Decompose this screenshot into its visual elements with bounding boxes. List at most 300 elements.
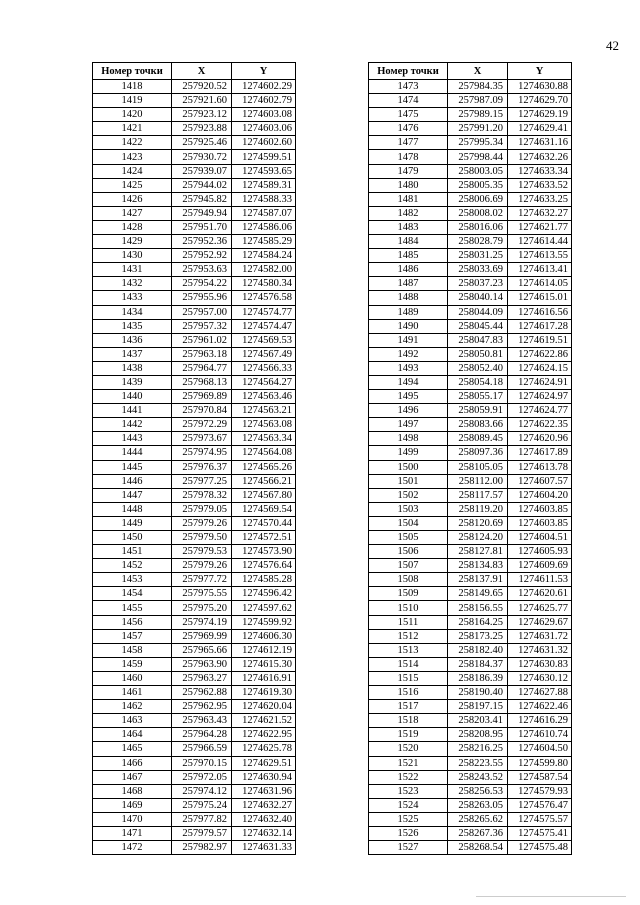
x-cell: 257972.29: [172, 418, 232, 432]
point-number-cell: 1430: [93, 249, 172, 263]
x-cell: 257920.52: [172, 80, 232, 94]
point-number-cell: 1510: [369, 601, 448, 615]
table-row: [369, 601, 572, 615]
x-cell: 257955.96: [172, 291, 232, 305]
y-cell: 1274630.94: [232, 770, 296, 784]
x-cell: 258208.95: [448, 728, 508, 742]
table-row: [369, 361, 572, 375]
point-number-cell: 1473: [369, 80, 448, 94]
x-cell: 257995.34: [448, 136, 508, 150]
point-number-cell: 1423: [93, 150, 172, 164]
x-cell: 257989.15: [448, 108, 508, 122]
x-cell: 257957.00: [172, 305, 232, 319]
x-cell: 258117.57: [448, 488, 508, 502]
table-row: [93, 573, 296, 587]
point-number-cell: 1488: [369, 291, 448, 305]
x-cell: 258033.69: [448, 263, 508, 277]
x-cell: 258186.39: [448, 671, 508, 685]
point-number-cell: 1502: [369, 488, 448, 502]
point-number-cell: 1493: [369, 361, 448, 375]
y-cell: 1274567.80: [232, 488, 296, 502]
point-number-cell: 1484: [369, 235, 448, 249]
x-cell: 257978.32: [172, 488, 232, 502]
point-number-cell: 1451: [93, 545, 172, 559]
table-row: [369, 305, 572, 319]
y-cell: 1274633.52: [508, 178, 572, 192]
table-row: [369, 347, 572, 361]
table-row: [369, 291, 572, 305]
x-cell: 257921.60: [172, 94, 232, 108]
x-cell: 257984.35: [448, 80, 508, 94]
x-cell: 257963.27: [172, 671, 232, 685]
x-cell: 258149.65: [448, 587, 508, 601]
y-cell: 1274576.64: [232, 559, 296, 573]
table-row: [369, 220, 572, 234]
y-cell: 1274622.95: [232, 728, 296, 742]
x-cell: 258089.45: [448, 432, 508, 446]
footer-rule: [476, 896, 626, 897]
y-cell: 1274630.12: [508, 671, 572, 685]
table-row: [93, 643, 296, 657]
x-cell: 257949.94: [172, 206, 232, 220]
point-number-cell: 1454: [93, 587, 172, 601]
table-row: [93, 587, 296, 601]
y-cell: 1274604.51: [508, 531, 572, 545]
point-number-cell: 1508: [369, 573, 448, 587]
table-row: [369, 728, 572, 742]
x-cell: 257957.32: [172, 319, 232, 333]
y-cell: 1274575.41: [508, 826, 572, 840]
table-row: [93, 291, 296, 305]
point-number-cell: 1495: [369, 390, 448, 404]
table-row: [369, 812, 572, 826]
table-row: [369, 502, 572, 516]
y-cell: 1274630.88: [508, 80, 572, 94]
x-cell: 258016.06: [448, 220, 508, 234]
y-cell: 1274579.93: [508, 784, 572, 798]
point-number-cell: 1515: [369, 671, 448, 685]
point-number-cell: 1422: [93, 136, 172, 150]
y-cell: 1274599.51: [232, 150, 296, 164]
point-number-cell: 1505: [369, 531, 448, 545]
table-row: [369, 671, 572, 685]
point-number-cell: 1523: [369, 784, 448, 798]
table-row: [369, 826, 572, 840]
point-number-cell: 1514: [369, 657, 448, 671]
y-cell: 1274612.19: [232, 643, 296, 657]
table-row: [93, 375, 296, 389]
table-row: [369, 756, 572, 770]
y-cell: 1274627.88: [508, 686, 572, 700]
point-number-cell: 1421: [93, 122, 172, 136]
table-row: [369, 319, 572, 333]
table-row: [93, 108, 296, 122]
table-row: [93, 136, 296, 150]
point-number-cell: 1419: [93, 94, 172, 108]
point-number-cell: 1447: [93, 488, 172, 502]
x-cell: 257977.72: [172, 573, 232, 587]
table-row: [93, 826, 296, 840]
point-number-cell: 1446: [93, 474, 172, 488]
point-number-cell: 1501: [369, 474, 448, 488]
x-cell: 258040.14: [448, 291, 508, 305]
y-cell: 1274563.21: [232, 404, 296, 418]
point-number-cell: 1427: [93, 206, 172, 220]
y-cell: 1274617.89: [508, 446, 572, 460]
point-number-cell: 1465: [93, 742, 172, 756]
x-cell: 257951.70: [172, 220, 232, 234]
table-row: [93, 488, 296, 502]
table-row: [93, 742, 296, 756]
y-cell: 1274585.28: [232, 573, 296, 587]
table-row: [369, 657, 572, 671]
point-number-cell: 1527: [369, 841, 448, 855]
table-row: [93, 770, 296, 784]
table-row: [93, 841, 296, 855]
point-number-cell: 1522: [369, 770, 448, 784]
header-y: Y: [232, 63, 296, 80]
x-cell: 257969.89: [172, 390, 232, 404]
x-cell: 257970.15: [172, 756, 232, 770]
y-cell: 1274620.61: [508, 587, 572, 601]
table-row: [369, 488, 572, 502]
x-cell: 258190.40: [448, 686, 508, 700]
point-number-cell: 1481: [369, 192, 448, 206]
table-row: [369, 164, 572, 178]
y-cell: 1274566.21: [232, 474, 296, 488]
point-number-cell: 1487: [369, 277, 448, 291]
point-number-cell: 1463: [93, 714, 172, 728]
table-row: [93, 122, 296, 136]
point-number-cell: 1482: [369, 206, 448, 220]
table-row: [93, 446, 296, 460]
point-number-cell: 1455: [93, 601, 172, 615]
y-cell: 1274621.52: [232, 714, 296, 728]
point-number-cell: 1449: [93, 516, 172, 530]
x-cell: 257991.20: [448, 122, 508, 136]
table-row: [369, 841, 572, 855]
coordinates-table-left: [92, 62, 296, 855]
point-number-cell: 1444: [93, 446, 172, 460]
table-row: [93, 516, 296, 530]
y-cell: 1274632.27: [508, 206, 572, 220]
x-cell: 258134.83: [448, 559, 508, 573]
x-cell: 258105.05: [448, 460, 508, 474]
y-cell: 1274593.65: [232, 164, 296, 178]
table-row: [93, 432, 296, 446]
x-cell: 257953.63: [172, 263, 232, 277]
point-number-cell: 1525: [369, 812, 448, 826]
point-number-cell: 1506: [369, 545, 448, 559]
point-number-cell: 1499: [369, 446, 448, 460]
point-number-cell: 1436: [93, 333, 172, 347]
table-row: [93, 728, 296, 742]
y-cell: 1274597.62: [232, 601, 296, 615]
x-cell: 257969.99: [172, 629, 232, 643]
point-number-cell: 1503: [369, 502, 448, 516]
x-cell: 257979.57: [172, 826, 232, 840]
point-number-cell: 1466: [93, 756, 172, 770]
point-number-cell: 1471: [93, 826, 172, 840]
x-cell: 258243.52: [448, 770, 508, 784]
x-cell: 257973.67: [172, 432, 232, 446]
y-cell: 1274631.33: [232, 841, 296, 855]
x-cell: 257965.66: [172, 643, 232, 657]
table-row: [93, 700, 296, 714]
y-cell: 1274582.00: [232, 263, 296, 277]
y-cell: 1274576.47: [508, 798, 572, 812]
y-cell: 1274632.40: [232, 812, 296, 826]
x-cell: 258112.00: [448, 474, 508, 488]
y-cell: 1274563.34: [232, 432, 296, 446]
table-row: [369, 263, 572, 277]
y-cell: 1274586.06: [232, 220, 296, 234]
table-row: [93, 502, 296, 516]
point-number-cell: 1445: [93, 460, 172, 474]
x-cell: 257974.19: [172, 615, 232, 629]
table-row: [93, 531, 296, 545]
point-number-cell: 1491: [369, 333, 448, 347]
x-cell: 257939.07: [172, 164, 232, 178]
table-row: [369, 770, 572, 784]
table-row: [93, 714, 296, 728]
y-cell: 1274620.96: [508, 432, 572, 446]
point-number-cell: 1418: [93, 80, 172, 94]
table-row: [93, 474, 296, 488]
y-cell: 1274629.67: [508, 615, 572, 629]
y-cell: 1274587.07: [232, 206, 296, 220]
x-cell: 258256.53: [448, 784, 508, 798]
point-number-cell: 1474: [369, 94, 448, 108]
y-cell: 1274609.69: [508, 559, 572, 573]
table-row: [93, 94, 296, 108]
x-cell: 258037.23: [448, 277, 508, 291]
table-row: [93, 657, 296, 671]
header-x: X: [172, 63, 232, 80]
y-cell: 1274620.04: [232, 700, 296, 714]
point-number-cell: 1511: [369, 615, 448, 629]
table-row: [369, 643, 572, 657]
table-row: [369, 277, 572, 291]
point-number-cell: 1518: [369, 714, 448, 728]
y-cell: 1274606.30: [232, 629, 296, 643]
point-number-cell: 1450: [93, 531, 172, 545]
x-cell: 258164.25: [448, 615, 508, 629]
table-row: [93, 305, 296, 319]
table-row: [93, 220, 296, 234]
x-cell: 257968.13: [172, 375, 232, 389]
page-number: 42: [606, 38, 619, 53]
y-cell: 1274603.08: [232, 108, 296, 122]
x-cell: 258216.25: [448, 742, 508, 756]
y-cell: 1274632.27: [232, 798, 296, 812]
y-cell: 1274613.55: [508, 249, 572, 263]
point-number-cell: 1448: [93, 502, 172, 516]
y-cell: 1274585.29: [232, 235, 296, 249]
header-point-number: Номер точки: [93, 63, 172, 80]
table-row: [93, 601, 296, 615]
table-row: [93, 460, 296, 474]
table-header-row: [93, 63, 296, 80]
y-cell: 1274629.19: [508, 108, 572, 122]
x-cell: 257975.55: [172, 587, 232, 601]
y-cell: 1274631.32: [508, 643, 572, 657]
point-number-cell: 1461: [93, 686, 172, 700]
x-cell: 257952.92: [172, 249, 232, 263]
table-row: [93, 347, 296, 361]
table-row: [369, 418, 572, 432]
table-row: [93, 545, 296, 559]
x-cell: 257962.88: [172, 686, 232, 700]
point-number-cell: 1490: [369, 319, 448, 333]
x-cell: 258197.15: [448, 700, 508, 714]
table-row: [369, 559, 572, 573]
y-cell: 1274603.06: [232, 122, 296, 136]
point-number-cell: 1439: [93, 375, 172, 389]
x-cell: 257977.25: [172, 474, 232, 488]
table-row: [93, 615, 296, 629]
x-cell: 258184.37: [448, 657, 508, 671]
x-cell: 258203.41: [448, 714, 508, 728]
table-row: [93, 404, 296, 418]
y-cell: 1274619.51: [508, 333, 572, 347]
y-cell: 1274624.77: [508, 404, 572, 418]
point-number-cell: 1519: [369, 728, 448, 742]
table-row: [369, 375, 572, 389]
header-point-number: Номер точки: [369, 63, 448, 80]
point-number-cell: 1486: [369, 263, 448, 277]
point-number-cell: 1496: [369, 404, 448, 418]
header-y: Y: [508, 63, 572, 80]
y-cell: 1274605.93: [508, 545, 572, 559]
table-row: [93, 798, 296, 812]
table-row: [369, 531, 572, 545]
table-row: [93, 390, 296, 404]
x-cell: 257976.37: [172, 460, 232, 474]
x-cell: 258268.54: [448, 841, 508, 855]
x-cell: 258137.91: [448, 573, 508, 587]
point-number-cell: 1468: [93, 784, 172, 798]
table-row: [93, 150, 296, 164]
table-row: [93, 277, 296, 291]
table-row: [369, 94, 572, 108]
x-cell: 258265.62: [448, 812, 508, 826]
point-number-cell: 1452: [93, 559, 172, 573]
x-cell: 257961.02: [172, 333, 232, 347]
y-cell: 1274633.34: [508, 164, 572, 178]
point-number-cell: 1526: [369, 826, 448, 840]
x-cell: 258050.81: [448, 347, 508, 361]
x-cell: 257979.50: [172, 531, 232, 545]
x-cell: 257954.22: [172, 277, 232, 291]
table-row: [369, 122, 572, 136]
table-row: [369, 516, 572, 530]
x-cell: 257970.84: [172, 404, 232, 418]
point-number-cell: 1521: [369, 756, 448, 770]
x-cell: 257923.88: [172, 122, 232, 136]
x-cell: 258173.25: [448, 629, 508, 643]
point-number-cell: 1420: [93, 108, 172, 122]
table-row: [369, 150, 572, 164]
x-cell: 257964.77: [172, 361, 232, 375]
y-cell: 1274565.26: [232, 460, 296, 474]
x-cell: 258156.55: [448, 601, 508, 615]
point-number-cell: 1456: [93, 615, 172, 629]
y-cell: 1274613.41: [508, 263, 572, 277]
point-number-cell: 1497: [369, 418, 448, 432]
x-cell: 257979.26: [172, 516, 232, 530]
y-cell: 1274632.14: [232, 826, 296, 840]
point-number-cell: 1517: [369, 700, 448, 714]
x-cell: 257975.24: [172, 798, 232, 812]
x-cell: 257998.44: [448, 150, 508, 164]
y-cell: 1274631.72: [508, 629, 572, 643]
y-cell: 1274622.35: [508, 418, 572, 432]
x-cell: 257963.90: [172, 657, 232, 671]
y-cell: 1274624.91: [508, 375, 572, 389]
x-cell: 258045.44: [448, 319, 508, 333]
point-number-cell: 1476: [369, 122, 448, 136]
x-cell: 258059.91: [448, 404, 508, 418]
point-number-cell: 1504: [369, 516, 448, 530]
x-cell: 258097.36: [448, 446, 508, 460]
y-cell: 1274613.78: [508, 460, 572, 474]
y-cell: 1274617.28: [508, 319, 572, 333]
x-cell: 257963.18: [172, 347, 232, 361]
y-cell: 1274624.97: [508, 390, 572, 404]
x-cell: 258052.40: [448, 361, 508, 375]
table-row: [93, 192, 296, 206]
table-row: [369, 474, 572, 488]
x-cell: 257966.59: [172, 742, 232, 756]
y-cell: 1274631.16: [508, 136, 572, 150]
table-row: [369, 700, 572, 714]
x-cell: 257952.36: [172, 235, 232, 249]
y-cell: 1274602.79: [232, 94, 296, 108]
point-number-cell: 1507: [369, 559, 448, 573]
y-cell: 1274622.46: [508, 700, 572, 714]
point-number-cell: 1441: [93, 404, 172, 418]
x-cell: 258223.55: [448, 756, 508, 770]
y-cell: 1274615.01: [508, 291, 572, 305]
x-cell: 258044.09: [448, 305, 508, 319]
point-number-cell: 1478: [369, 150, 448, 164]
table-row: [369, 587, 572, 601]
table-row: [369, 714, 572, 728]
table-row: [369, 629, 572, 643]
point-number-cell: 1453: [93, 573, 172, 587]
table-row: [369, 615, 572, 629]
point-number-cell: 1424: [93, 164, 172, 178]
x-cell: 258120.69: [448, 516, 508, 530]
table-row: [369, 573, 572, 587]
table-row: [93, 756, 296, 770]
x-cell: 258031.25: [448, 249, 508, 263]
y-cell: 1274576.58: [232, 291, 296, 305]
y-cell: 1274570.44: [232, 516, 296, 530]
table-row: [93, 812, 296, 826]
point-number-cell: 1464: [93, 728, 172, 742]
point-number-cell: 1426: [93, 192, 172, 206]
y-cell: 1274624.15: [508, 361, 572, 375]
y-cell: 1274619.30: [232, 686, 296, 700]
point-number-cell: 1469: [93, 798, 172, 812]
y-cell: 1274629.70: [508, 94, 572, 108]
table-row: [369, 333, 572, 347]
y-cell: 1274563.08: [232, 418, 296, 432]
x-cell: 257975.20: [172, 601, 232, 615]
y-cell: 1274563.46: [232, 390, 296, 404]
